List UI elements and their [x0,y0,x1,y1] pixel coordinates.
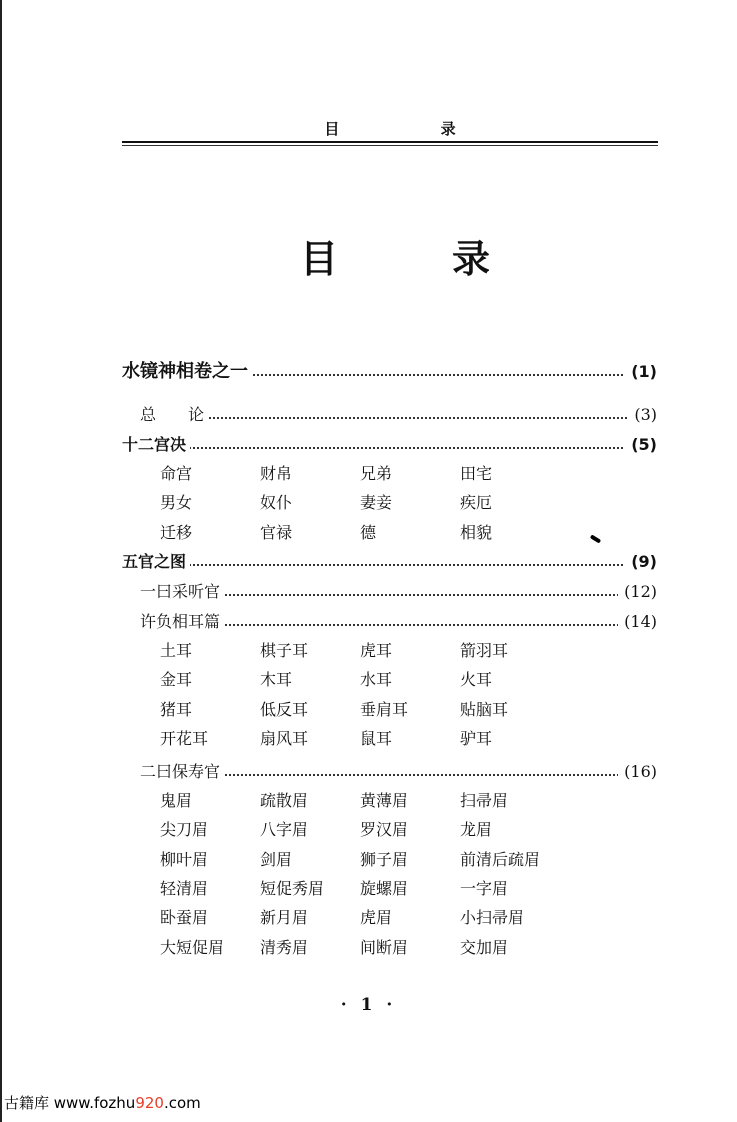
subentry-item[interactable]: 轻清眉 [160,878,209,898]
page-number: · 1 · [340,995,397,1015]
subentry-row [160,696,560,724]
subentry-item[interactable]: 驴耳 [460,728,493,748]
dot-leader [190,774,655,776]
subentry-row [160,666,560,694]
subentry-row [160,637,560,665]
subentry-item[interactable]: 水耳 [360,670,393,690]
toc-entry-page: (1) [625,358,657,386]
subentry-row [160,875,560,903]
toc-entry[interactable] [0,431,737,459]
ink-mark [590,534,601,543]
page-title [300,228,490,283]
subentry-item[interactable]: 龙眉 [460,820,493,840]
subentry-item[interactable]: 疾厄 [460,493,493,513]
subentry-item[interactable]: 贴脑耳 [460,699,509,719]
subentry-item[interactable]: 八字眉 [260,820,309,840]
subentry-item[interactable]: 旋螺眉 [360,878,409,898]
subentry-item[interactable]: 大短促眉 [160,937,225,957]
watermark-prefix: 古籍库 www.fozhu [4,1094,136,1112]
subentry-item[interactable]: 小扫帚眉 [460,908,525,928]
toc-entry-title: 十二宫决 [122,431,190,459]
subentry-item[interactable]: 棋子耳 [260,641,309,660]
subentry-item[interactable]: 男女 [160,493,193,513]
subentry-item[interactable]: 新月眉 [260,908,309,928]
subentry-item[interactable]: 木耳 [260,670,293,690]
subentry-item[interactable]: 垂肩耳 [360,699,409,719]
running-head: 目 录 [324,120,504,138]
subentry-row [160,489,560,517]
toc-entry-page: (9) [625,548,657,576]
subentry-item[interactable]: 虎耳 [360,641,393,660]
dot-leader [190,417,655,419]
toc-entry-title: 许负相耳篇 [140,608,224,636]
subentry-item[interactable]: 火耳 [460,670,493,690]
subentry-item[interactable]: 妻妾 [360,493,393,513]
subentry-item[interactable]: 清秀眉 [260,937,309,957]
page-title-char-2: 录 [451,237,490,281]
subentry-item[interactable]: 柳叶眉 [160,849,209,869]
toc-entry[interactable] [0,578,737,606]
watermark-number: 920 [135,1094,164,1112]
page-title-char-1: 目 [300,237,339,281]
toc-entry-title: 五官之图 [122,548,190,576]
dot-leader [150,564,655,566]
subentry-item[interactable]: 兄弟 [360,464,393,483]
toc-entry[interactable] [0,548,737,576]
subentry-item[interactable]: 虎眉 [360,908,393,928]
subentry-item[interactable]: 土耳 [160,641,193,660]
subentry-row [160,519,560,547]
toc-entry[interactable] [0,401,737,429]
subentry-item[interactable]: 金耳 [160,670,193,690]
toc-entry-title: 总 论 [140,401,208,429]
subentry-item[interactable]: 尖刀眉 [160,820,209,840]
subentry-item[interactable]: 箭羽耳 [460,641,509,660]
subentry-item[interactable]: 扫帚眉 [460,791,509,810]
dot-leader [190,624,655,626]
subentry-item[interactable]: 鬼眉 [160,791,193,810]
subentry-item[interactable]: 德 [360,522,377,542]
subentry-item[interactable]: 疏散眉 [260,791,309,810]
subentry-item[interactable]: 一字眉 [460,878,509,898]
subentry-row [160,787,560,815]
subentry-item[interactable]: 间断眉 [360,937,409,957]
subentry-item[interactable]: 迁移 [160,522,193,542]
subentry-item[interactable]: 命宫 [160,464,193,483]
dot-leader [190,594,655,596]
subentry-item[interactable]: 低反耳 [260,699,309,719]
subentry-item[interactable]: 剑眉 [260,849,293,869]
subentry-item[interactable]: 罗汉眉 [360,820,409,840]
subentry-item[interactable]: 奴仆 [260,493,293,513]
subentry-item[interactable]: 黄薄眉 [360,791,409,810]
subentry-row [160,934,560,962]
toc-entry-page: (5) [625,431,657,459]
subentry-row [160,460,560,488]
site-watermark [4,1092,201,1113]
toc-entry-title: 一曰采听官 [140,578,224,606]
toc-entry[interactable] [0,608,737,636]
header-rule-thin [122,145,658,146]
subentry-row [160,846,560,874]
subentry-item[interactable]: 相貌 [460,522,493,542]
toc-entry-title: 水镜神相卷之一 [122,358,252,386]
subentry-item[interactable]: 官禄 [260,522,293,542]
watermark-suffix: .com [163,1094,201,1112]
subentry-item[interactable]: 扇风耳 [260,728,309,748]
toc-entry-page: (3) [628,401,657,429]
dot-leader [150,447,655,449]
subentry-item[interactable]: 卧蚕眉 [160,908,209,928]
subentry-row [160,904,560,932]
toc-entry[interactable] [0,358,737,386]
subentry-item[interactable]: 交加眉 [460,937,509,957]
toc-entry[interactable] [0,758,737,786]
toc-entry-title: 二曰保寿官 [140,758,224,786]
subentry-item[interactable]: 鼠耳 [360,728,393,748]
toc-entry-page: (14) [618,608,657,636]
subentry-item[interactable]: 狮子眉 [360,849,409,869]
toc-entry-page: (16) [618,758,657,786]
subentry-item[interactable]: 开花耳 [160,728,209,748]
toc-entry-page: (12) [618,578,657,606]
subentry-item[interactable]: 前清后疏眉 [460,849,541,869]
subentry-row [160,816,560,844]
subentry-row [160,725,560,753]
subentry-item[interactable]: 短促秀眉 [260,878,325,898]
subentry-item[interactable]: 财帛 [260,464,293,483]
subentry-item[interactable]: 猪耳 [160,699,193,719]
header-rule-thick [122,141,658,143]
subentry-item[interactable]: 田宅 [460,464,493,483]
